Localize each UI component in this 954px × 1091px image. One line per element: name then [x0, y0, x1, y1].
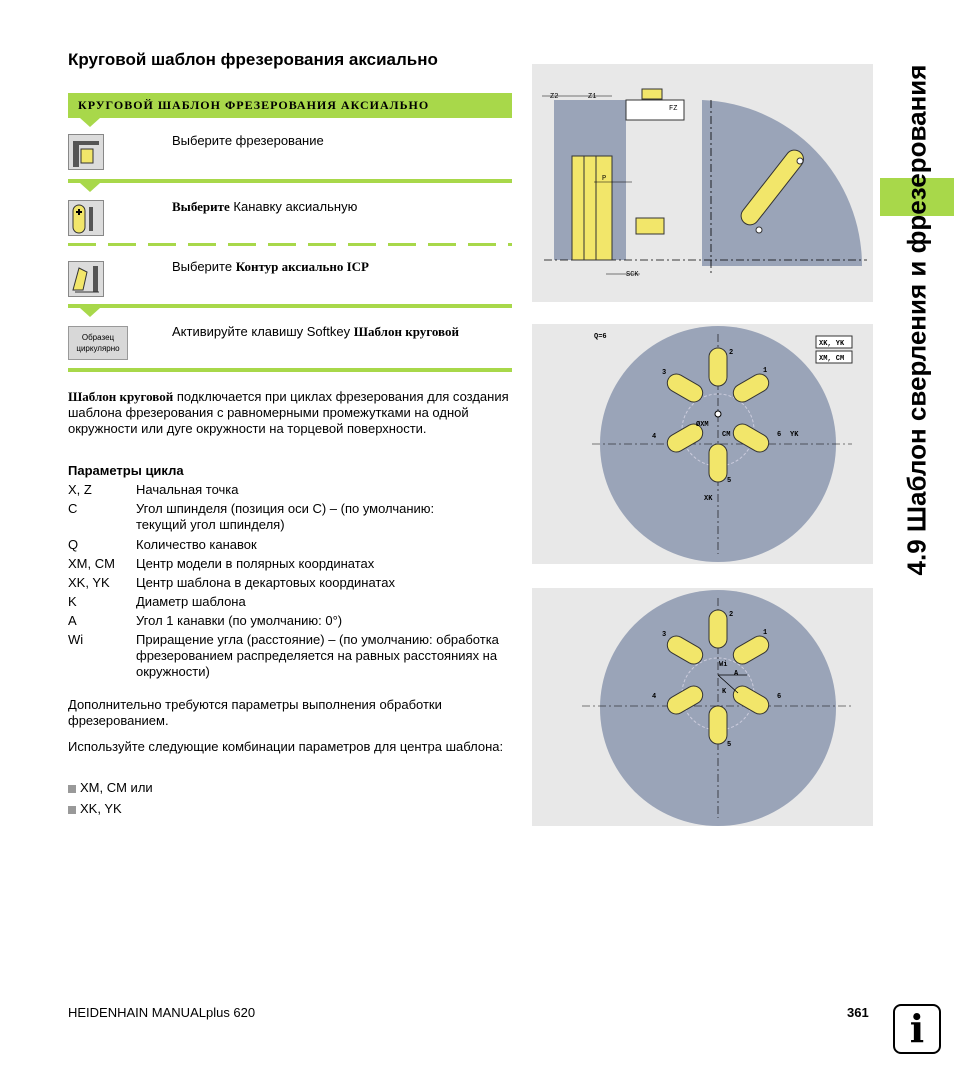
label-q: Q=6	[594, 333, 607, 341]
milling-icon	[68, 134, 104, 170]
bullet-text: XM, CM или	[80, 780, 153, 795]
param-key: K	[68, 594, 77, 609]
step-3-bold: Контур аксиально ICP	[235, 259, 369, 274]
label-k: K	[722, 688, 727, 696]
param-key: XK, YK	[68, 575, 110, 590]
label-z2: Z2	[550, 93, 559, 101]
section-header-label: КРУГОВОЙ ШАБЛОН ФРЕЗЕРОВАНИЯ АКСИАЛЬНО	[78, 98, 430, 112]
step-2-rest: Канавку аксиальную	[229, 199, 358, 214]
param-desc: Центр шаблона в декартовых координатах	[136, 575, 395, 590]
step-4-text	[172, 324, 459, 340]
step-arrow	[80, 183, 100, 192]
label-sck: SCK	[626, 271, 639, 279]
info-glyph: i	[909, 1006, 925, 1051]
label-cm: CM	[722, 431, 731, 439]
label-xk: XK	[704, 495, 713, 503]
label-xm: ØXM	[696, 421, 709, 429]
label-n5: 5	[727, 477, 732, 485]
label-p: P	[602, 175, 607, 183]
step-arrow	[80, 308, 100, 317]
divider	[68, 304, 512, 308]
label-n2: 2	[729, 349, 734, 357]
label-box1: XK, YK	[819, 340, 845, 348]
label-a: A	[734, 670, 739, 678]
step-2-text	[172, 199, 357, 215]
param-desc: Приращение угла (расстояние) – (по умолчанию: обработка фрезерованием распределяется на равных расстояниях на окружности)	[136, 632, 499, 679]
param-desc: Начальная точка	[136, 482, 239, 497]
page-title: Круговой шаблон фрезерования аксиально	[68, 50, 438, 69]
params-heading: Параметры цикла	[68, 463, 184, 478]
combo-paragraph: Используйте следующие комбинации параметров для центра шаблона:	[68, 739, 504, 754]
label-box2: XM, CM	[819, 355, 845, 363]
bullet-item	[68, 801, 122, 817]
axial-groove-icon	[68, 200, 104, 236]
softkey-line2: циркулярно	[76, 344, 120, 353]
section-header-bar	[68, 93, 512, 118]
step-3-plain: Выберите	[172, 259, 236, 274]
param-key: Q	[68, 537, 79, 552]
divider	[68, 179, 512, 183]
step-4-bold: Шаблон круговой	[353, 324, 459, 339]
label-n2: 2	[729, 611, 734, 619]
param-key: Wi	[68, 632, 84, 647]
bullet-icon	[68, 806, 76, 814]
label-fz: FZ	[669, 105, 678, 113]
label-n3: 3	[662, 631, 667, 639]
softkey-circular-pattern[interactable]	[68, 326, 128, 360]
bullet-item	[68, 780, 153, 796]
label-yk: YK	[790, 431, 799, 439]
label-n1: 1	[763, 629, 768, 637]
bullet-icon	[68, 785, 76, 793]
chapter-title: 4.9 Шаблон сверления и фрезерования	[901, 64, 932, 576]
param-desc: Угол шпинделя (позиция оси C) – (по умолчанию: текущий угол шпинделя)	[136, 501, 435, 532]
param-desc: Диаметр шаблона	[136, 594, 246, 609]
label-n4: 4	[652, 433, 657, 441]
label-n6: 6	[777, 431, 782, 439]
param-key: XM, CM	[68, 556, 115, 571]
step-4-plain: Активируйте клавишу Softkey	[172, 324, 354, 339]
step-2-bold: Выберите	[172, 199, 230, 214]
intro-paragraph	[68, 389, 514, 437]
step-1-text: Выберите фрезерование	[172, 133, 324, 148]
extra-paragraph: Дополнительно требуются параметры выполнения обработки фрезерованием.	[68, 697, 442, 728]
label-n6: 6	[777, 693, 782, 701]
figure-pattern-angles	[532, 588, 873, 826]
param-key: X, Z	[68, 482, 92, 497]
page-number: 361	[847, 1005, 869, 1020]
label-n3: 3	[662, 369, 667, 377]
label-n1: 1	[763, 367, 768, 375]
intro-bold: Шаблон круговой	[68, 389, 174, 404]
chapter-tab	[880, 60, 954, 580]
softkey-line1: Образец	[81, 333, 115, 342]
intro-rest: подключается при циклах фрезерования для создания шаблона фрезерования с равномерными промежутками на одной окружности или дуге окружности на торцевой поверхности.	[68, 389, 509, 436]
contour-icp-icon	[68, 261, 104, 297]
param-desc: Центр модели в полярных координатах	[136, 556, 375, 571]
divider	[68, 368, 512, 372]
param-desc: Количество канавок	[136, 537, 257, 552]
dashed-divider	[68, 243, 512, 246]
label-n4: 4	[652, 693, 657, 701]
param-key: A	[68, 613, 77, 628]
label-n5: 5	[727, 741, 732, 749]
figure-pattern-coords	[532, 324, 873, 564]
label-wi: Wi	[719, 661, 728, 669]
step-3-text	[172, 259, 369, 275]
label-z1: Z1	[588, 93, 597, 101]
footer-manual: HEIDENHAIN MANUALplus 620	[68, 1005, 256, 1020]
info-icon	[893, 1004, 941, 1054]
header-arrow	[80, 118, 100, 127]
bullet-text: XK, YK	[80, 801, 122, 816]
param-key: C	[68, 501, 78, 516]
figure-axial-slot	[532, 64, 873, 302]
param-desc: Угол 1 канавки (по умолчанию: 0°)	[136, 613, 343, 628]
